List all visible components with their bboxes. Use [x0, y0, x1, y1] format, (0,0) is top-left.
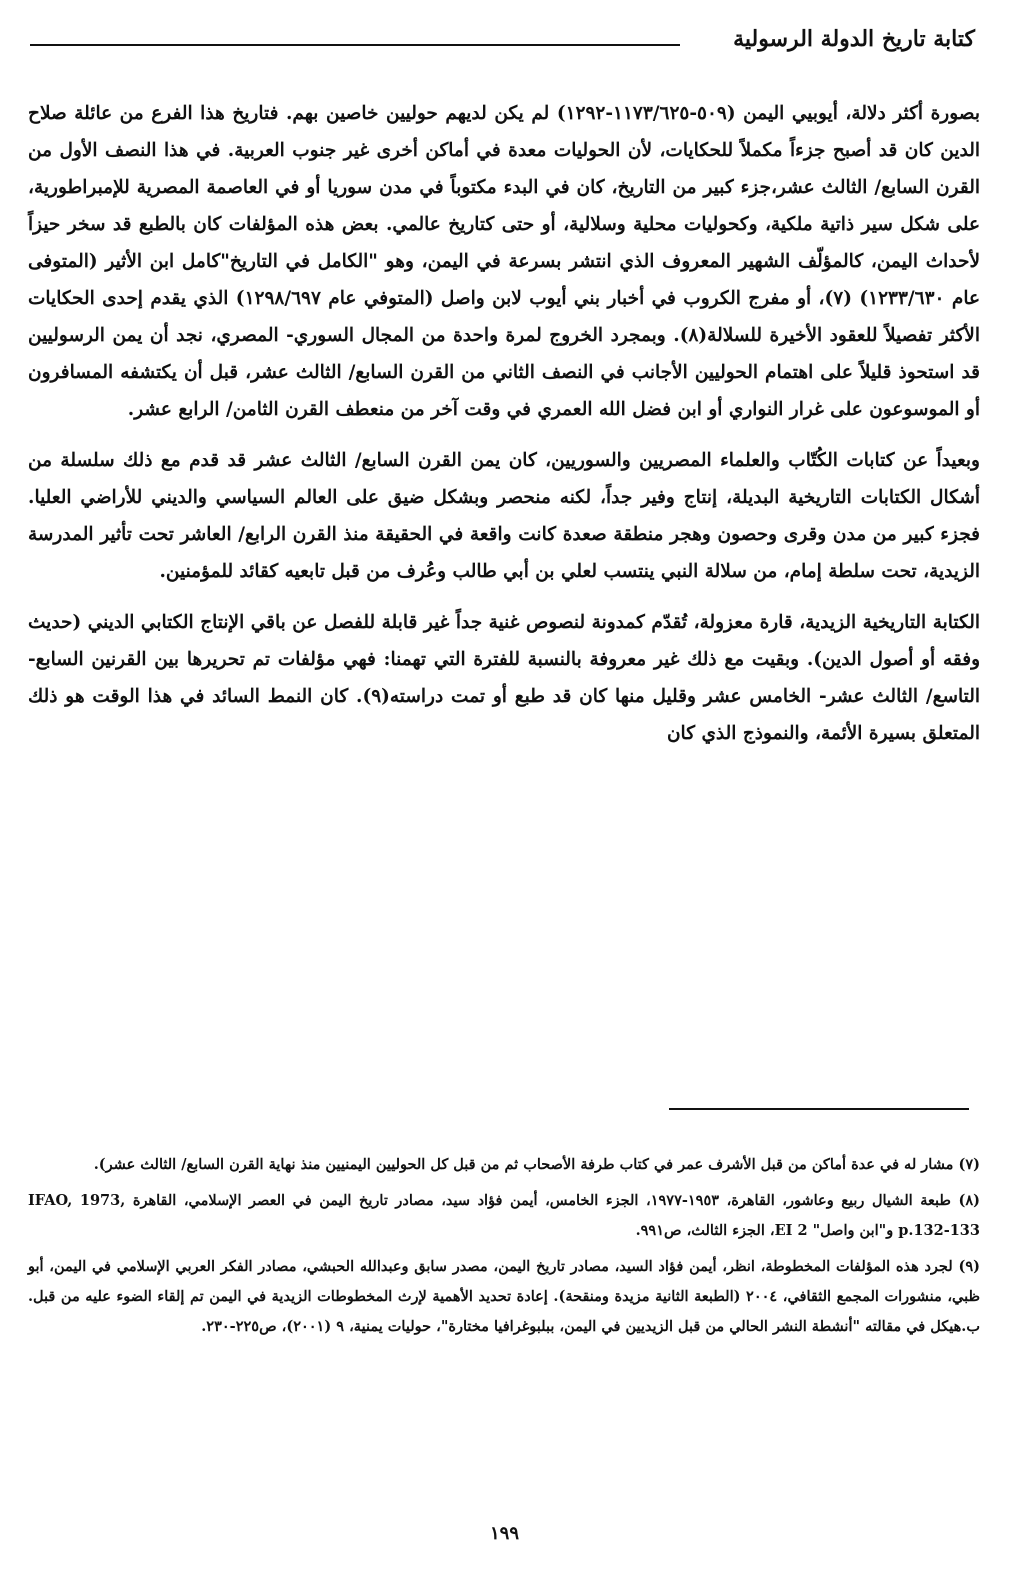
footnote: (٧) مشار له في عدة أماكن من قبل الأشرف عمر في كتاب طرفة الأصحاب ثم من قبل كل الحوليين اليمنيين منذ نهاية القرن السابع/ الثالث عشر). — [93, 1156, 980, 1173]
running-header — [30, 26, 975, 62]
footnote: (٨) طبعة الشيال ربيع وعاشور، القاهرة، ١٩٥٣-١٩٧٧، الجزء الخامس، أيمن فؤاد سيد، مصادر تاريخ اليمن في العصر الإسلامي، القاهرة IFAO, 1973, p.132-133 و"ابن واصل" EI 2، الجزء الثالث، ص٩٩١. — [28, 1192, 981, 1239]
footnote-separator — [669, 1108, 969, 1110]
header-rule — [30, 44, 680, 46]
paragraph: بصورة أكثر دلالة، أيوبيي اليمن (٥٠٩-١١٧٣/٦٢٥-١٢٩٢) لم يكن لديهم حوليين خاصين بهم. فتاريخ هذا الفرع من عائلة صلاح الدين كان قد أصبح جزءاً مكملاً للحكايات، لأن الحوليات معدة في أماكن أخرى غير جنوب العربية. في هذا النصف الأول من القرن السابع/ الثالث عشر،جزء كبير من التاريخ، كان في البدء مكتوباً في مدن سوريا أو في العاصمة المصرية للإمبراطورية، على شكل سير ذاتية ملكية، وكحوليات محلية وسلالية، أو حتى كتاريخ عالمي. بعض هذه المؤلفات كان بالطبع قد سخر حيزاً لأحداث اليمن، كالمؤلّف الشهير المعروف الذي انتشر بسرعة في اليمن، وهو "الكامل في التاريخ"كامل ابن الأثير (المتوفى عام ١٢٣٣/٦٣٠) (٧)، أو مفرج الكروب في أخبار بني أيوب لابن واصل (المتوفي عام ١٢٩٨/٦٩٧) الذي يقدم إحدى الحكايات الأكثر تفصيلاً للعقود الأخيرة للسلالة(٨). وبمجرد الخروج لمرة واحدة من المجال السوري- المصري، نجد أن يمن الرسوليين قد استحوذ قليلاً على اهتمام الحوليين الأجانب في النصف الثاني من القرن السابع/ الثالث عشر، قبل أن يكتشفه المسافرون أو الموسوعون على غرار النواري أو ابن فضل الله العمري في وقت آخر من منعطف القرن الثامن/ الرابع عشر. — [28, 103, 981, 420]
page-number: ١٩٩ — [489, 1523, 519, 1544]
running-title: كتابة تاريخ الدولة الرسولية — [733, 26, 975, 52]
paragraph: الكتابة التاريخية الزيدية، قارة معزولة، تُقدّم كمدونة لنصوص غنية جداً غير قابلة للفصل عن باقي الإنتاج الكتابي الديني (حديث وفقه أو أصول الدين). وبقيت مع ذلك غير معروفة بالنسبة للفترة التي تهمنا: فهي مؤلفات تم تحريرها بين القرنين السابع- التاسع/ الثالث عشر- الخامس عشر وقليل منها كان قد طبع أو تمت دراسته(٩). كان النمط السائد في هذا الوقت هو ذلك المتعلق بسيرة الأئمة، والنموذج الذي كان — [28, 612, 980, 744]
main-text — [28, 95, 980, 752]
paragraph: وبعيداً عن كتابات الكُتّاب والعلماء المصريين والسوريين، كان يمن القرن السابع/ الثالث عشر قد قدم مع ذلك سلسلة من أشكال الكتابات التاريخية البديلة، إنتاج وفير جداً، لكنه منحصر وبشكل ضيق على العالم السياسي والديني للأراضي العليا. فجزء كبير من مدن وقرى وحصون وهجر منطقة صعدة كانت واقعة في الحقيقة منذ القرن الرابع/ العاشر تحت تأثير المدرسة الزيدية، تحت سلطة إمام، من سلالة النبي ينتسب لعلي بن أبي طالب وعُرف من قبل تابعيه كقائد للمؤمنين. — [28, 450, 980, 582]
footnotes — [28, 1150, 980, 1348]
footnote: (٩) لجرد هذه المؤلفات المخطوطة، انظر، أيمن فؤاد السيد، مصادر تاريخ اليمن، مصدر سابق وعبدالله الحبشي، مصادر الفكر العربي الإسلامي في اليمن، أبو ظبي، منشورات المجمع الثقافي، ٢٠٠٤ (الطبعة الثانية مزيدة ومنقحة). إعادة تحديد الأهمية لإرث المخطوطات الزيدية في اليمن تم إلقاء الضوء عليه من قبل. ب.هيكل في مقالته "أنشطة النشر الحالي من قبل الزيديين في اليمن، ببلبوغرافيا مختارة"، حوليات يمنية، ٩ (٢٠٠١)، ص٢٢٥-٢٣٠. — [28, 1258, 981, 1335]
